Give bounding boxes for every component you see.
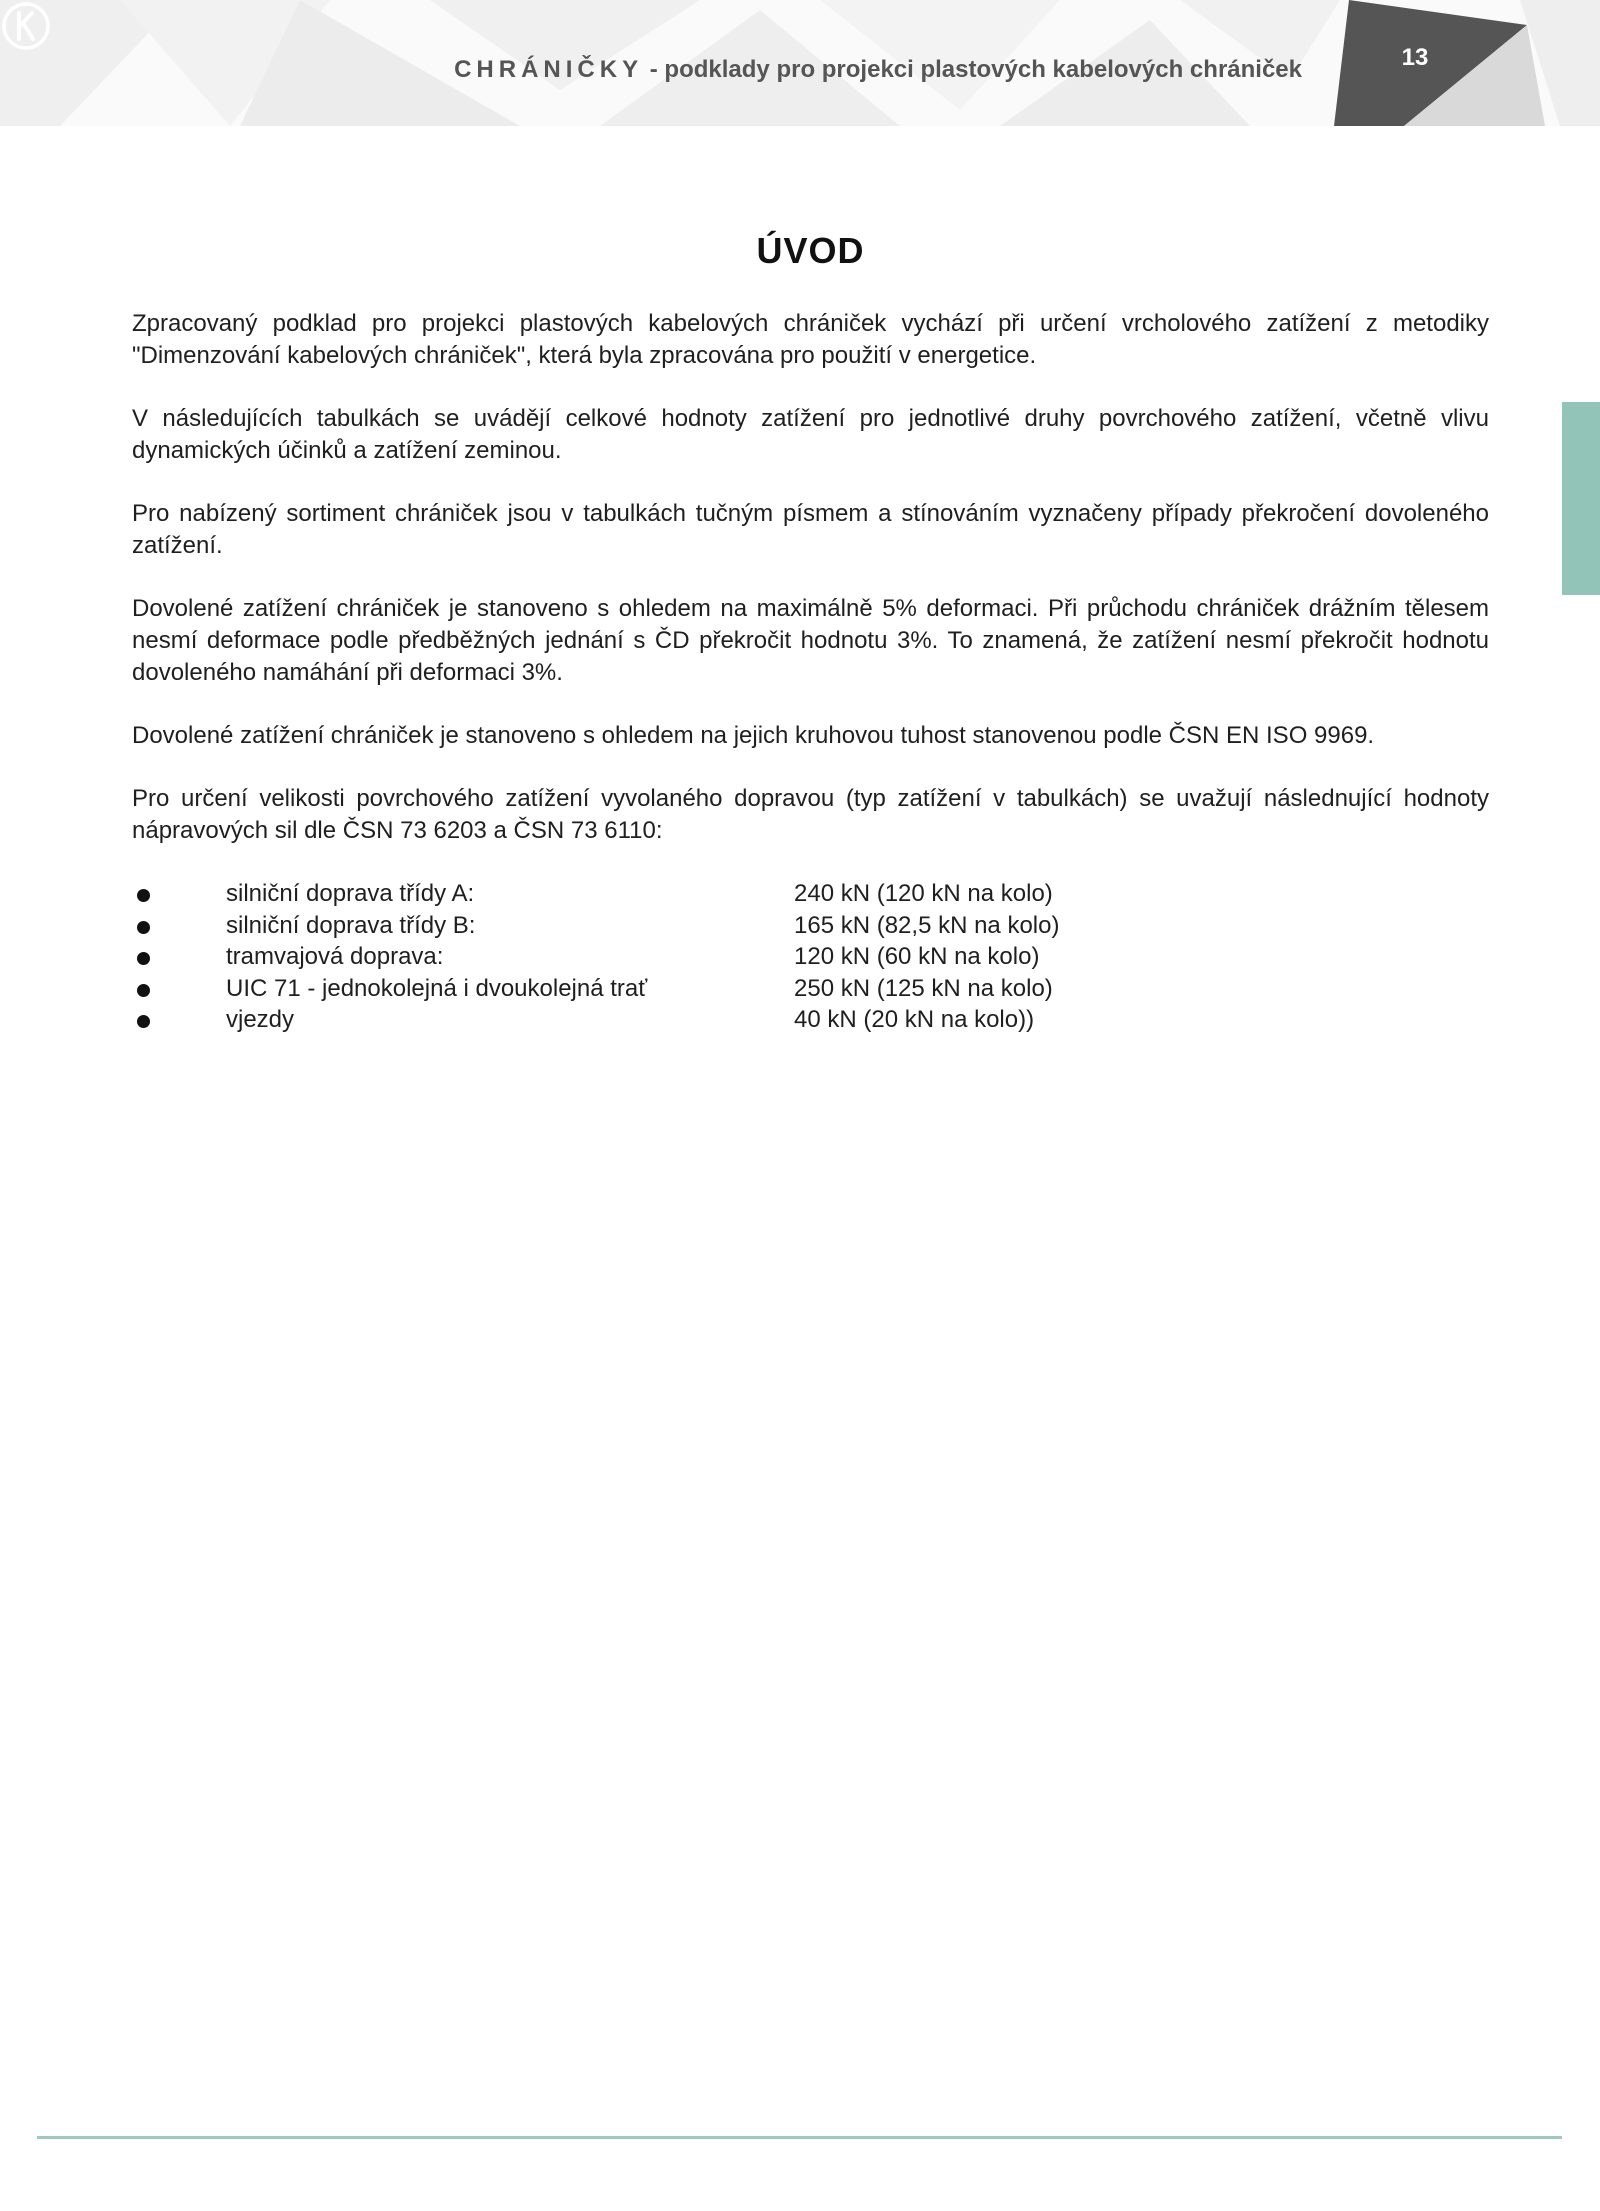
- paragraph: Pro nabízený sortiment chrániček jsou v tabulkách tučným písmem a stínováním vyznačeny případy překročení dovoleného zatížení.: [132, 500, 1489, 559]
- chapter-tab: [1562, 402, 1600, 595]
- load-value: 250 kN (125 kN na kolo): [794, 974, 1053, 1002]
- paragraph: Dovolené zatížení chrániček je stanoveno s ohledem na maximálně 5% deformaci. Při průchodu chrániček drážním tělesem nesmí deformace podle předběžných jednání s ČD překročit hodnotu 3%. To znamená, že zatížení nesmí překročit hodnotu dovoleného namáhání při deformaci 3%.: [132, 595, 1489, 686]
- bullet-icon: [132, 941, 226, 973]
- list-item: [132, 941, 1489, 973]
- page-header: [0, 0, 1600, 126]
- footer-divider: [37, 2136, 1562, 2139]
- load-label: tramvajová doprava:: [226, 943, 444, 970]
- load-value: 240 kN (120 kN na kolo): [794, 880, 1053, 907]
- load-value: 165 kN (82,5 kN na kolo): [794, 911, 1060, 939]
- header-subtitle: - podklady pro projekci plastových kabelových chrániček: [649, 56, 1302, 83]
- header-brand: CHRÁNIČKY: [454, 56, 644, 83]
- paragraph: Pro určení velikosti povrchového zatížení vyvolaného dopravou (typ zatížení v tabulkách) se uvažují následnující hodnoty nápravových sil dle ČSN 73 6203 a ČSN 73 6110:: [132, 785, 1489, 844]
- paragraph: Dovolené zatížení chrániček je stanoveno s ohledem na jejich kruhovou tuhost stanovenou podle ČSN EN ISO 9969.: [132, 722, 1375, 749]
- list-item: [132, 878, 1489, 910]
- bullet-icon: [132, 910, 226, 942]
- bullet-icon: [132, 878, 226, 910]
- page-title: ÚVOD: [756, 230, 865, 271]
- company-logo-icon: [0, 0, 52, 52]
- page-content: [132, 230, 1489, 1036]
- paragraph: V následujících tabulkách se uvádějí celkové hodnoty zatížení pro jednotlivé druhy povrchového zatížení, včetně vlivu dynamických účinků a zatížení zeminou.: [132, 405, 1489, 464]
- load-label: UIC 71 - jednokolejná i dvoukolejná trať: [226, 974, 648, 1002]
- list-item: [132, 910, 1489, 942]
- header-title: [0, 56, 1302, 84]
- bullet-icon: [132, 1004, 226, 1036]
- list-item: [132, 1004, 1489, 1036]
- page-number: 13: [1401, 44, 1429, 71]
- axle-load-list: [132, 878, 1489, 1036]
- paragraph: Zpracovaný podklad pro projekci plastových kabelových chrániček vychází při určení vrcholového zatížení z metodiky "Dimenzování kabelových chrániček", která byla zpracována pro použití v energetice.: [132, 310, 1489, 369]
- load-label: silniční doprava třídy A:: [226, 880, 475, 907]
- load-value: 40 kN (20 kN na kolo)): [794, 1006, 1035, 1033]
- bullet-icon: [132, 973, 226, 1005]
- load-label: silniční doprava třídy B:: [226, 911, 476, 939]
- list-item: [132, 973, 1489, 1005]
- load-label: vjezdy: [226, 1006, 295, 1033]
- load-value: 120 kN (60 kN na kolo): [794, 943, 1040, 970]
